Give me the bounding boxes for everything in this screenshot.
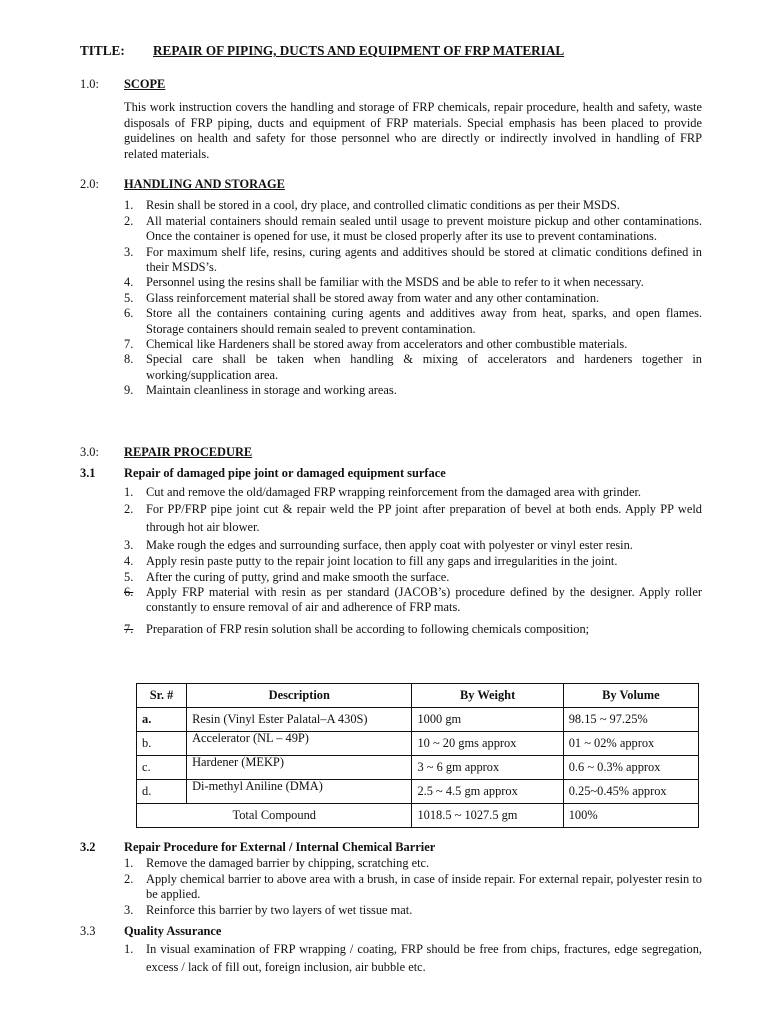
table-total-row: [137, 804, 699, 828]
cell-sr: d.: [137, 780, 187, 804]
item-text: Resin shall be stored in a cool, dry place, and controlled climatic conditions as per their MSDS.: [146, 198, 620, 213]
item-number: 6.: [124, 585, 134, 599]
list-item: [124, 352, 702, 383]
item-text: Glass reinforcement material shall be stored away from water and any other contamination.: [146, 290, 600, 305]
column-header: By Volume: [563, 684, 698, 708]
section-heading: REPAIR PROCEDURE: [124, 445, 253, 459]
list-item: [124, 484, 702, 502]
cell-total-volume: 100%: [563, 804, 698, 828]
item-number: 2.: [124, 213, 134, 228]
cell-description: Hardener (MEKP): [192, 754, 284, 769]
table-row: [137, 756, 699, 780]
cell-weight: 3 ~ 6 gm approx: [412, 756, 563, 780]
section-number: 1.0:: [80, 77, 99, 91]
title-text: REPAIR OF PIPING, DUCTS AND EQUIPMENT OF FRP MATERIAL: [153, 43, 565, 58]
section-heading: HANDLING AND STORAGE: [124, 177, 285, 191]
item-text: All material containers should remain sealed until usage to prevent moisture pickup and other contaminations. Once the container is opened for use, it must be closed properly after its use to prevent contaminations.: [146, 213, 702, 244]
list-item: [124, 872, 702, 903]
item-number: 3.: [124, 244, 134, 259]
column-header: By Weight: [412, 684, 563, 708]
item-text: Personnel using the resins shall be familiar with the MSDS and be able to refer to it when necessary.: [146, 275, 644, 290]
subsection-heading: Repair Procedure for External / Internal Chemical Barrier: [124, 840, 436, 854]
item-number: 3.: [124, 537, 134, 552]
list-item: [124, 585, 702, 616]
list-item: [124, 214, 702, 245]
qa-list: [80, 941, 702, 976]
item-text: In visual examination of FRP wrapping / coating, FRP should be free from chips, fractures, edge segregation, excess / lack of fill out, foreign inclusion, air bubble etc.: [146, 942, 702, 974]
item-number: 7.: [124, 621, 134, 636]
item-number: 1.: [124, 198, 134, 213]
scope-paragraph: This work instruction covers the handling and storage of FRP chemicals, repair procedure, health and safety, waste disposals of FRP piping, ducts and equipment of FRP materials. Special emphasis has been placed to provide guidelines on health and safety for those personnel who are directly or indirectly involved in handling of FRP related materials.: [124, 100, 702, 161]
section-heading: SCOPE: [124, 77, 166, 91]
column-header: Sr. #: [137, 684, 187, 708]
item-number: 9.: [124, 383, 134, 398]
cell-description: Resin (Vinyl Ester Palatal–A 430S): [187, 708, 412, 732]
section-repair-procedure: [80, 445, 702, 637]
column-header: Description: [187, 684, 412, 708]
barrier-steps-list: [80, 856, 702, 918]
item-text: For maximum shelf life, resins, curing agents and additives should be stored at climatic conditions defined in their MSDS’s.: [146, 244, 702, 275]
list-item: [124, 245, 702, 276]
section-quality-assurance: [80, 924, 702, 977]
item-text: Reinforce this barrier by two layers of wet tissue mat.: [146, 902, 413, 917]
cell-weight: 2.5 ~ 4.5 gm approx: [412, 780, 563, 804]
list-item: [124, 941, 702, 976]
item-number: 5.: [124, 290, 134, 305]
item-number: 1.: [124, 484, 134, 499]
list-item: [124, 570, 702, 585]
item-number: 7.: [124, 337, 134, 352]
item-text: Maintain cleanliness in storage and working areas.: [146, 383, 397, 398]
cell-sr: b.: [137, 732, 187, 756]
item-number: 2.: [124, 871, 134, 886]
list-item: [124, 306, 702, 337]
item-text: Apply FRP material with resin as per standard (JACOB’s) procedure defined by the designer. Apply roller constantly to ensure removal of air and adherence of FRP mats.: [146, 585, 702, 615]
item-text: Apply resin paste putty to the repair joint location to fill any gaps and irregularities in the joint.: [146, 554, 618, 569]
cell-volume: 98.15 ~ 97.25%: [563, 708, 698, 732]
item-number: 3.: [124, 902, 134, 917]
section-chemical-barrier: [80, 840, 702, 918]
section-handling-storage: [80, 177, 702, 399]
cell-volume: 0.25~0.45% approx: [563, 780, 698, 804]
cell-sr: c.: [137, 756, 187, 780]
cell-total-label: Total Compound: [137, 804, 412, 828]
item-text: Apply chemical barrier to above area with a brush, in case of inside repair. For external repair, polyester resin to be applied.: [146, 871, 702, 902]
item-text: Special care shall be taken when handling & mixing of accelerators and hardeners together in working/supplication area.: [146, 352, 702, 382]
cell-weight: 1000 gm: [412, 708, 563, 732]
cell-description: Accelerator (NL – 49P): [192, 730, 309, 745]
list-item: [124, 554, 702, 569]
section-number: 3.0:: [80, 445, 99, 459]
table-row: [137, 732, 699, 756]
cell-total-weight: 1018.5 ~ 1027.5 gm: [412, 804, 563, 828]
repair-steps-list: [80, 484, 702, 637]
item-number: 2.: [124, 502, 134, 517]
subsection-number: 3.1: [80, 466, 96, 481]
cell-volume: 01 ~ 02% approx: [563, 732, 698, 756]
list-item: [124, 337, 702, 352]
table-header-row: [137, 684, 699, 708]
subsection-heading: Repair of damaged pipe joint or damaged equipment surface: [124, 466, 446, 481]
item-text: Preparation of FRP resin solution shall be according to following chemicals composition;: [146, 621, 590, 636]
item-number: 4.: [124, 275, 134, 290]
list-item: [124, 903, 702, 918]
item-text: After the curing of putty, grind and make smooth the surface.: [146, 569, 450, 584]
subsection-heading: Quality Assurance: [124, 924, 222, 938]
document-title: [80, 43, 564, 58]
item-text: Cut and remove the old/damaged FRP wrapping reinforcement from the damaged area with grinder.: [146, 484, 642, 499]
item-number: 4.: [124, 554, 134, 569]
table-row: [137, 708, 699, 732]
list-item: [124, 856, 702, 871]
item-number: 5.: [124, 569, 134, 584]
table-row: [137, 780, 699, 804]
list-item: [124, 501, 702, 536]
list-item: [124, 383, 702, 398]
item-text: Store all the containers containing curing agents and additives away from heat, sparks, and open flames. Storage containers should remain sealed to prevent contamination.: [146, 306, 702, 336]
cell-description: Di-methyl Aniline (DMA): [192, 778, 323, 793]
section-scope: [80, 77, 702, 162]
list-item: [124, 198, 702, 213]
chemical-composition-table: [136, 683, 699, 828]
cell-sr: a.: [137, 708, 187, 732]
item-number: 1.: [124, 856, 134, 871]
subsection-number: 3.2: [80, 840, 96, 854]
cell-weight: 10 ~ 20 gms approx: [412, 732, 563, 756]
item-text: For PP/FRP pipe joint cut & repair weld the PP joint after preparation of bevel at both ends. Apply PP weld through hot air blower.: [146, 502, 702, 534]
title-label: TITLE:: [80, 43, 125, 58]
list-item: [124, 275, 702, 290]
item-number: 1.: [124, 942, 134, 957]
list-item: [124, 291, 702, 306]
item-number: 6.: [124, 306, 134, 321]
item-text: Chemical like Hardeners shall be stored away from accelerators and other combustible materials.: [146, 337, 628, 352]
item-text: Make rough the edges and surrounding surface, then apply coat with polyester or vinyl ester resin.: [146, 537, 633, 552]
list-item: [124, 622, 702, 637]
handling-list: [80, 198, 702, 398]
item-text: Remove the damaged barrier by chipping, scratching etc.: [146, 856, 430, 871]
subsection-number: 3.3: [80, 924, 96, 938]
cell-volume: 0.6 ~ 0.3% approx: [563, 756, 698, 780]
list-item: [124, 537, 702, 555]
section-number: 2.0:: [80, 177, 99, 191]
item-number: 8.: [124, 352, 134, 367]
